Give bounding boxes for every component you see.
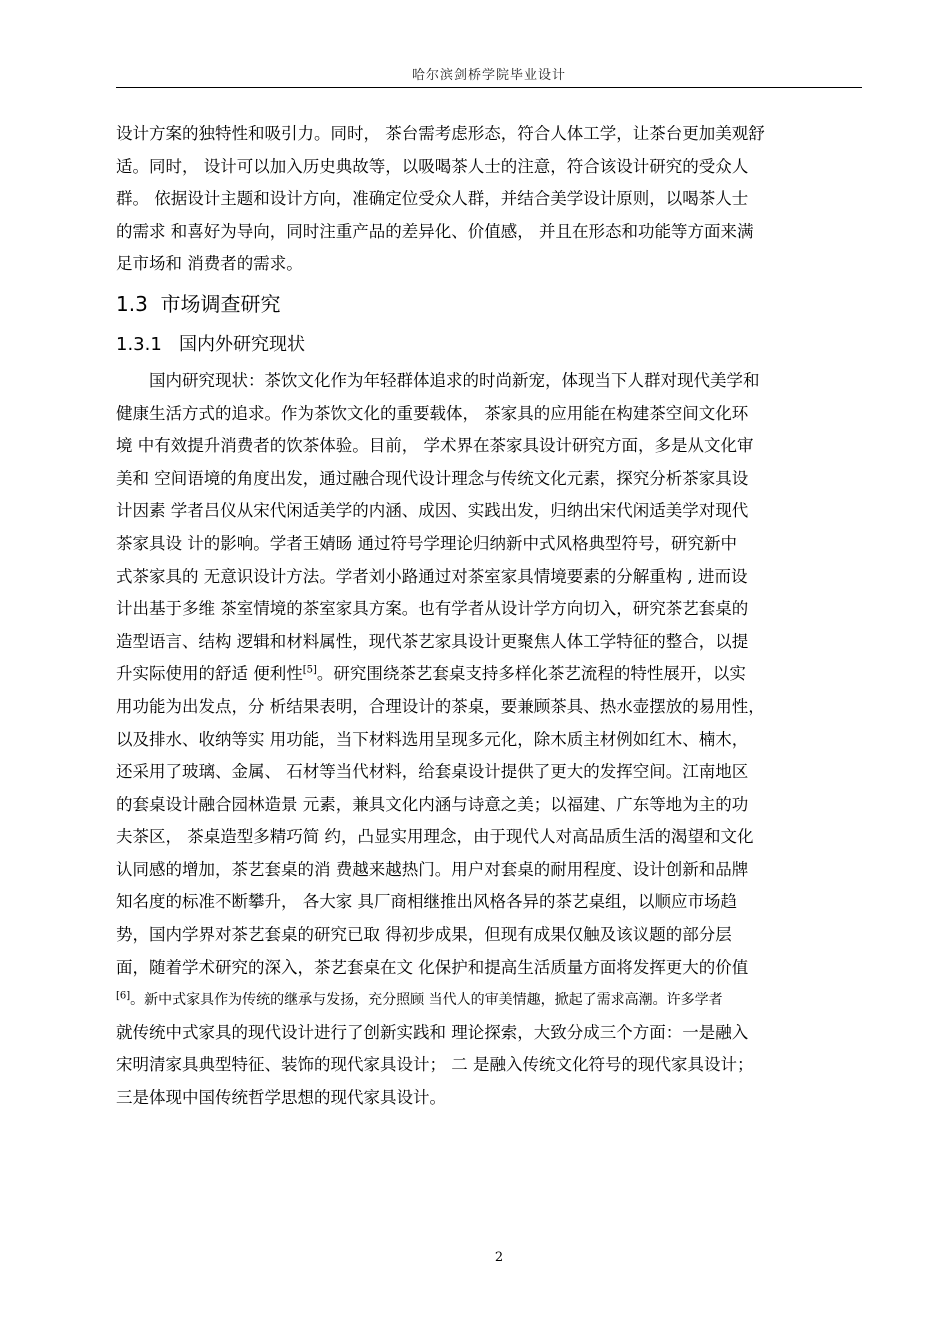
paragraph-line: 美和 空间语境的角度出发，通过融合现代设计理念与传统文化元素，探究分析茶家具设	[116, 468, 749, 488]
paragraph-line: 计出基于多维 茶室情境的茶室家具方案。也有学者从设计学方向切入，研究茶艺套桌的	[116, 599, 749, 619]
paragraph-line: 境 中有效提升消费者的饮茶体验。目前， 学术界在茶家具设计研究方面，多是从文化审	[116, 436, 754, 456]
paragraph-line: 健康生活方式的追求。作为茶饮文化的重要载体， 茶家具的应用能在构建茶空间文化环	[116, 403, 749, 423]
paragraph-line: 群。 依据设计主题和设计方向，准确定位受众人群，并结合美学设计原则，以喝茶人士	[116, 189, 749, 209]
subsection-number: 1.3.1	[116, 333, 162, 355]
paragraph-line: 适。同时， 设计可以加入历史典故等，以吸喝茶人士的注意，符合该设计研究的受众人	[116, 156, 749, 176]
subsection-title: 国内外研究现状	[178, 333, 305, 355]
paragraph-line: 面，随着学术研究的深入，茶艺套桌在文 化保护和提高生活质量方面将发挥更大的价值	[116, 957, 749, 977]
paragraph-line: 三是体现中国传统哲学思想的现代家具设计。	[116, 1088, 446, 1108]
paragraph-line: 还采用了玻璃、金属、 石材等当代材料，给套桌设计提供了更大的发挥空间。江南地区	[116, 762, 749, 782]
section-title: 市场调查研究	[160, 291, 281, 316]
subsection-heading	[116, 325, 864, 365]
line-text: 。新中式家具作为传统的继承与发扬，充分照顾 当代人的审美情趣，掀起了需求高潮。许多学者	[130, 992, 723, 1009]
line-text: 升实际使用的舒适 便利性	[116, 664, 303, 684]
paragraph-line: 式茶家具的 无意识设计方法。学者刘小路通过对茶室家具情境要素的分解重构 , 进而设	[116, 566, 748, 586]
paragraph-line: 的套桌设计融合园林造景 元素，兼具文化内涵与诗意之美；以福建、广东等地为主的功	[116, 794, 749, 814]
line-text: 。研究围绕茶艺套桌支持多样化茶艺流程的特性展开，以实	[316, 664, 746, 684]
page-body	[116, 118, 864, 1115]
paragraph-line: 用功能为出发点，分 析结果表明，合理设计的茶桌，要兼顾茶具、热水壶摆放的易用性，	[116, 696, 765, 716]
paragraph-line: 造型语言、结构 逻辑和材料属性，现代茶艺家具设计更聚焦人体工学特征的整合，以提	[116, 631, 749, 651]
paragraph-line: 国内研究现状：茶饮文化作为年轻群体追求的时尚新宠，体现当下人群对现代美学和	[149, 370, 760, 390]
header-rule	[116, 87, 862, 88]
citation-ref: [6]	[116, 990, 131, 1002]
intro-paragraph	[116, 118, 864, 281]
paragraph-line: 设计方案的独特性和吸引力。同时， 茶台需考虑形态，符合人体工学，让茶台更加美观舒	[116, 124, 765, 143]
paragraph-line	[116, 984, 864, 1017]
citation-ref: [5]	[302, 664, 317, 676]
paragraph-line: 就传统中式家具的现代设计进行了创新实践和 理论探索，大致分成三个方面：一是融入	[116, 1022, 749, 1042]
paragraph-line	[116, 658, 864, 691]
paragraph-line: 势，国内学界对茶艺套桌的研究已取 得初步成果，但现有成果仅触及该议题的部分层	[116, 925, 732, 945]
paragraph-line: 茶家具设 计的影响。学者王婧旸 通过符号学理论归纳新中式风格典型符号，研究新中	[116, 533, 737, 553]
paragraph-line: 宋明清家具典型特征、装饰的现代家具设计； 二 是融入传统文化符号的现代家具设计；	[116, 1055, 754, 1075]
research-paragraph	[116, 365, 864, 1115]
section-heading	[116, 283, 864, 325]
paragraph-line: 夫茶区， 茶桌造型多精巧简 约，凸显实用理念，由于现代人对高品质生活的渴望和文化	[116, 827, 754, 847]
page-number: 2	[494, 1250, 504, 1265]
paragraph-line: 知名度的标准不断攀升， 各大家 具厂商相继推出风格各异的茶艺桌组，以顺应市场趋	[116, 892, 737, 912]
section-number: 1.3	[116, 291, 148, 316]
paragraph-line: 以及排水、收纳等实 用功能，当下材料选用呈现多元化，除木质主材例如红木、楠木，	[116, 729, 749, 749]
paragraph-line: 足市场和 消费者的需求。	[116, 254, 303, 274]
paragraph-line: 的需求 和喜好为导向，同时注重产品的差异化、价值感， 并且在形态和功能等方面来满	[116, 221, 754, 241]
paragraph-line: 计因素 学者吕仪从宋代闲适美学的内涵、成因、实践出发，归纳出宋代闲适美学对现代	[116, 501, 749, 521]
page-header: 哈尔滨剑桥学院毕业设计	[411, 68, 566, 83]
paragraph-line: 认同感的增加，茶艺套桌的消 费越来越热门。用户对套桌的耐用程度、设计创新和品牌	[116, 859, 749, 879]
